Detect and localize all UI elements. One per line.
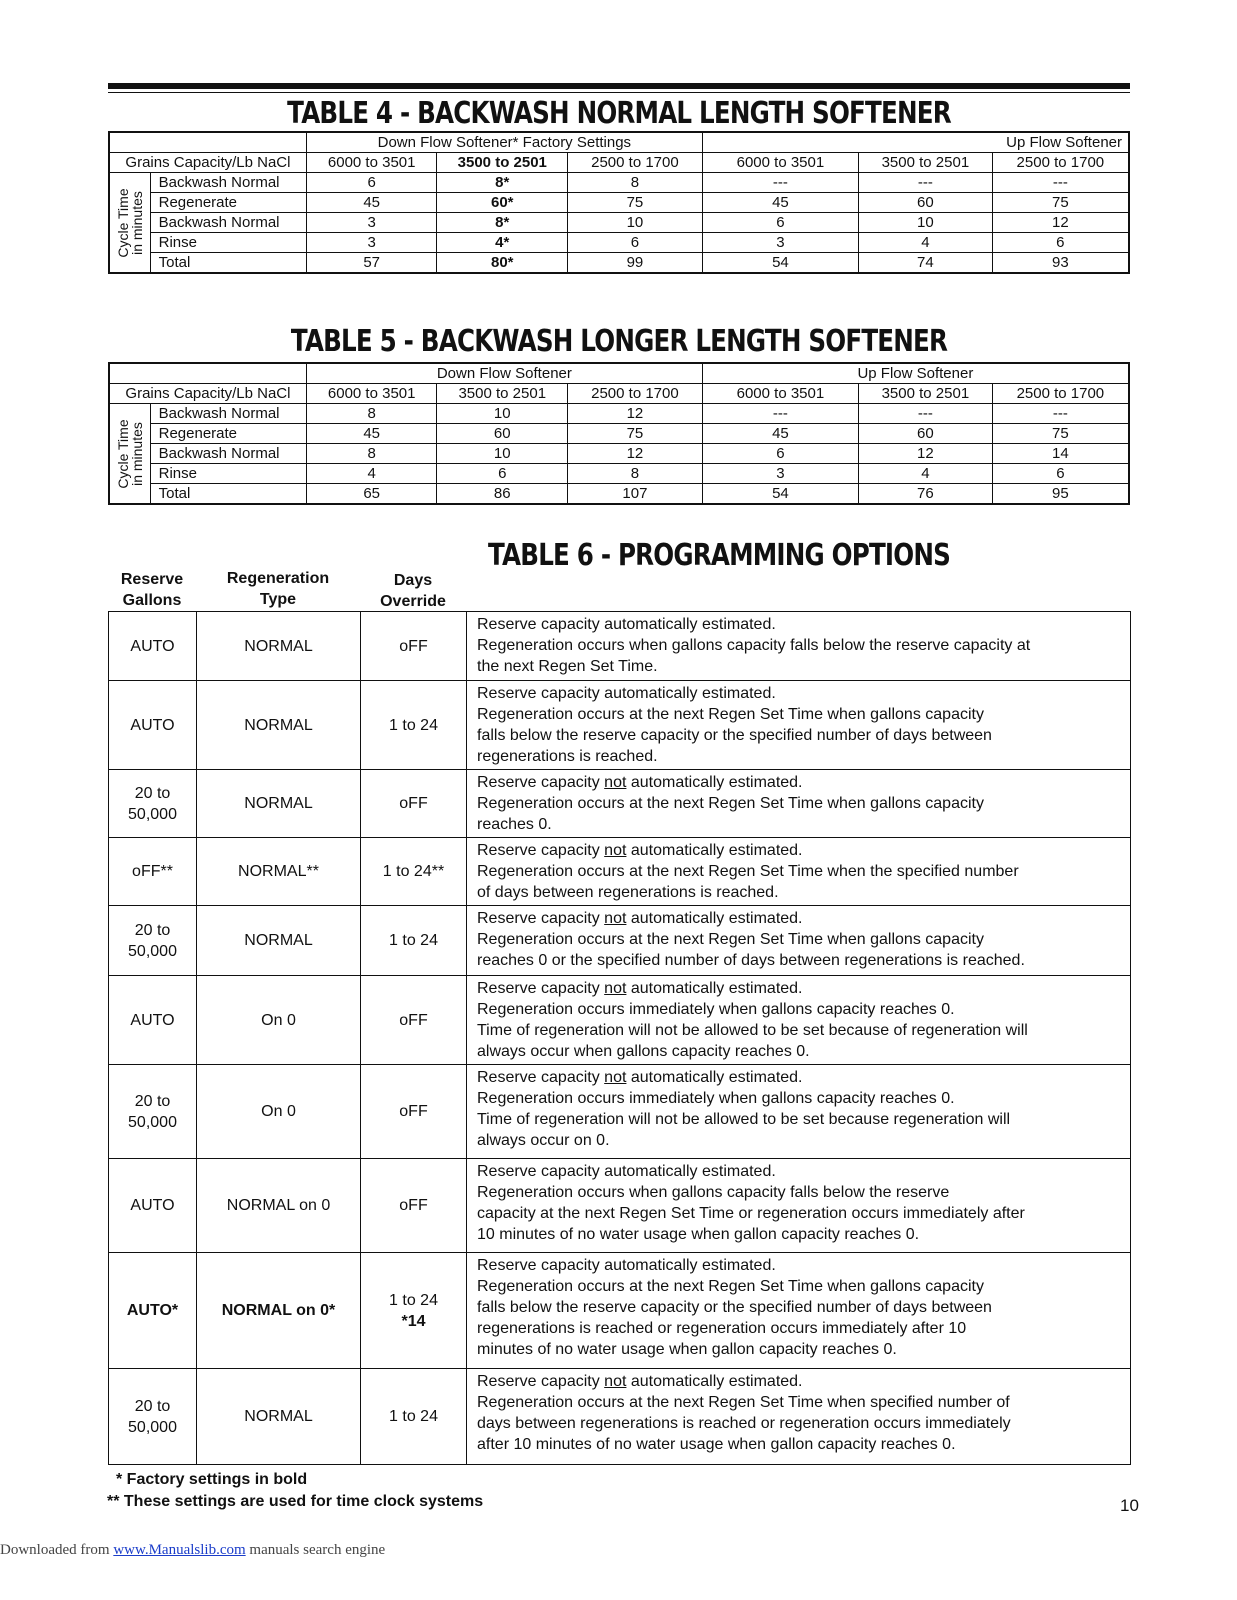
description-line: Regeneration occurs immediately when gallons capacity reaches 0. xyxy=(477,1001,955,1018)
days-factory-value: *14 xyxy=(401,1312,426,1330)
description-text: Reserve capacity xyxy=(477,910,605,927)
description-line: Reserve capacity automatically estimated. xyxy=(477,1257,776,1274)
col-header-reserve-line1: Reserve xyxy=(120,571,184,588)
table-cell: --- xyxy=(859,404,993,424)
table4-range: 3500 to 2501 xyxy=(859,153,993,173)
footnote-timeclock: ** These settings are used for time clock systems xyxy=(107,1493,484,1510)
reserve-cell: AUTO* xyxy=(109,1253,197,1369)
table5-range: 6000 to 3501 xyxy=(702,384,858,404)
table-cell: 45 xyxy=(702,193,858,213)
side-label-line1: Cycle Time xyxy=(114,187,131,258)
description-line: falls below the reserve capacity or the specified number of days between xyxy=(477,1299,992,1316)
footnote-factory: * Factory settings in bold xyxy=(116,1471,308,1488)
description-line: reaches 0. xyxy=(477,816,552,833)
table4 xyxy=(108,131,1130,274)
table-cell: 8* xyxy=(437,213,568,233)
days-value: 1 to 24 xyxy=(389,1291,438,1309)
table4-group-down: Down Flow Softener* Factory Settings xyxy=(306,132,702,153)
regen-cell: NORMAL on 0* xyxy=(197,1253,361,1369)
description-line xyxy=(477,978,1122,999)
description-line: days between regenerations is reached or regeneration occurs immediately xyxy=(477,1415,1011,1432)
description-cell xyxy=(467,681,1131,770)
description-line: always occur on 0. xyxy=(477,1132,610,1149)
page-number: 10 xyxy=(1120,1496,1139,1515)
col-header-regen-line2: Type xyxy=(259,591,297,608)
table4-range: 2500 to 1700 xyxy=(992,153,1129,173)
description-line: Regeneration occurs at the next Regen Set Time when the specified number xyxy=(477,863,1019,880)
table-cell: 8* xyxy=(437,173,568,193)
description-text: Reserve capacity xyxy=(477,980,605,997)
description-line: Reserve capacity automatically estimated. xyxy=(477,1163,776,1180)
top-rule-thin xyxy=(108,92,1130,93)
table-cell: 60 xyxy=(859,193,993,213)
table4-range: 2500 to 1700 xyxy=(568,153,703,173)
description-line xyxy=(477,772,1122,793)
table-cell: 45 xyxy=(306,424,437,444)
not-emphasis: not xyxy=(604,980,627,997)
table-cell: 10 xyxy=(859,213,993,233)
description-cell xyxy=(467,1065,1131,1159)
description-line: Regeneration occurs at the next Regen Set Time when gallons capacity xyxy=(477,1278,984,1295)
table5-title: TABLE 5 - BACKWASH LONGER LENGTH SOFTENER xyxy=(290,324,948,359)
table-cell: 10 xyxy=(437,404,568,424)
reserve-cell: oFF** xyxy=(109,838,197,906)
table-cell: 6 xyxy=(992,233,1129,253)
not-emphasis: not xyxy=(604,1373,627,1390)
description-cell xyxy=(467,770,1131,838)
col-header-days xyxy=(360,570,466,612)
description-line xyxy=(477,908,1122,929)
download-suffix: manuals search engine xyxy=(245,1542,386,1558)
table-row-label: Backwash Normal xyxy=(150,404,306,424)
regen-cell: NORMAL xyxy=(197,1369,361,1465)
table-cell: 60 xyxy=(859,424,993,444)
col-header-reserve xyxy=(108,569,196,611)
col-header-days-line2: Override xyxy=(380,593,446,610)
description-line: regenerations is reached or regeneration occurs immediately after 10 xyxy=(477,1320,967,1337)
description-line xyxy=(477,840,1122,861)
description-cell xyxy=(467,976,1131,1065)
reserve-cell: AUTO xyxy=(109,1159,197,1253)
table4-group-up: Up Flow Softener xyxy=(702,132,1129,153)
table6-title: TABLE 6 - PROGRAMMING OPTIONS xyxy=(488,538,950,573)
days-cell xyxy=(361,1253,467,1369)
description-line: falls below the reserve capacity or the specified number of days between xyxy=(477,727,992,744)
description-line: Regeneration occurs at the next Regen Set Time when gallons capacity xyxy=(477,795,984,812)
regen-cell: NORMAL xyxy=(197,681,361,770)
table-cell: 45 xyxy=(702,424,858,444)
description-text: automatically estimated. xyxy=(626,1373,803,1390)
description-line: of days between regenerations is reached. xyxy=(477,884,779,901)
table-row-label: Total xyxy=(150,253,306,274)
description-cell xyxy=(467,1369,1131,1465)
table-cell: 4 xyxy=(859,464,993,484)
table4-range: 3500 to 2501 xyxy=(437,153,568,173)
table-cell: --- xyxy=(859,173,993,193)
table4-grains-label: Grains Capacity/Lb NaCl xyxy=(109,153,306,173)
description-line: Reserve capacity automatically estimated. xyxy=(477,616,776,633)
reserve-cell: AUTO xyxy=(109,681,197,770)
table-cell: 8 xyxy=(306,404,437,424)
description-text: Reserve capacity xyxy=(477,842,605,859)
table-cell: 65 xyxy=(306,484,437,505)
days-cell: 1 to 24 xyxy=(361,906,467,976)
table-cell: 14 xyxy=(992,444,1129,464)
side-label-line1: Cycle Time xyxy=(114,418,131,489)
table-cell: 10 xyxy=(568,213,703,233)
table-cell: 6 xyxy=(992,464,1129,484)
table-cell: 12 xyxy=(859,444,993,464)
table-cell: 107 xyxy=(568,484,703,505)
col-header-reserve-line2: Gallons xyxy=(122,592,182,609)
table-cell: 3 xyxy=(306,233,437,253)
description-line: the next Regen Set Time. xyxy=(477,658,658,675)
col-header-regen-line1: Regeneration xyxy=(226,570,330,587)
table-row-label: Rinse xyxy=(150,233,306,253)
table-row-label: Backwash Normal xyxy=(150,173,306,193)
days-cell: 1 to 24** xyxy=(361,838,467,906)
table-cell: 74 xyxy=(859,253,993,274)
description-line xyxy=(477,1067,1122,1088)
table-cell: --- xyxy=(702,173,858,193)
not-emphasis: not xyxy=(604,910,627,927)
description-line: Regeneration occurs when gallons capacity falls below the reserve capacity at xyxy=(477,637,1031,654)
top-rule xyxy=(108,83,1130,89)
download-footer xyxy=(0,1542,385,1559)
table4-side-label xyxy=(109,173,150,274)
table-cell: 93 xyxy=(992,253,1129,274)
table-cell: --- xyxy=(992,173,1129,193)
description-line: reaches 0 or the specified number of days between regenerations is reached. xyxy=(477,952,1025,969)
description-line: Regeneration occurs at the next Regen Set Time when gallons capacity xyxy=(477,931,984,948)
description-text: Reserve capacity xyxy=(477,1373,605,1390)
table-cell: 12 xyxy=(992,213,1129,233)
days-cell: oFF xyxy=(361,1065,467,1159)
table-cell: 60 xyxy=(437,424,568,444)
reserve-cell: 20 to 50,000 xyxy=(109,906,197,976)
days-cell: oFF xyxy=(361,612,467,681)
table5-blank-corner xyxy=(109,363,306,384)
description-text: automatically estimated. xyxy=(626,1069,803,1086)
table-cell: 3 xyxy=(702,233,858,253)
regen-cell: NORMAL xyxy=(197,770,361,838)
table5-group-down: Down Flow Softener xyxy=(306,363,702,384)
table-cell: --- xyxy=(992,404,1129,424)
table-row-label: Rinse xyxy=(150,464,306,484)
days-cell: oFF xyxy=(361,976,467,1065)
table-cell: 8 xyxy=(306,444,437,464)
table-cell: 6 xyxy=(437,464,568,484)
table5 xyxy=(108,362,1130,505)
table-cell: 99 xyxy=(568,253,703,274)
description-cell xyxy=(467,612,1131,681)
table-cell: 12 xyxy=(568,404,703,424)
table-cell: 45 xyxy=(306,193,437,213)
table5-side-label xyxy=(109,404,150,505)
description-line xyxy=(477,1371,1122,1392)
description-text: automatically estimated. xyxy=(626,980,803,997)
manualslib-link[interactable]: www.Manualslib.com xyxy=(113,1542,246,1558)
description-line: Regeneration occurs at the next Regen Set Time when gallons capacity xyxy=(477,706,984,723)
description-cell xyxy=(467,1253,1131,1369)
table-cell: --- xyxy=(702,404,858,424)
description-cell xyxy=(467,1159,1131,1253)
regen-cell: On 0 xyxy=(197,1065,361,1159)
regen-cell: NORMAL** xyxy=(197,838,361,906)
table6 xyxy=(108,611,1131,1465)
table5-group-up: Up Flow Softener xyxy=(702,363,1129,384)
description-line: Time of regeneration will not be allowed to be set because regeneration will xyxy=(477,1111,1011,1128)
description-line: Regeneration occurs immediately when gallons capacity reaches 0. xyxy=(477,1090,955,1107)
download-prefix: Downloaded from xyxy=(0,1542,114,1558)
table5-range: 6000 to 3501 xyxy=(306,384,437,404)
table-cell: 10 xyxy=(437,444,568,464)
table-cell: 4 xyxy=(859,233,993,253)
days-cell: oFF xyxy=(361,770,467,838)
reserve-cell: AUTO xyxy=(109,612,197,681)
description-text: automatically estimated. xyxy=(626,774,803,791)
table-cell: 12 xyxy=(568,444,703,464)
table-row-label: Backwash Normal xyxy=(150,213,306,233)
description-line: regenerations is reached. xyxy=(477,748,658,765)
table-cell: 8 xyxy=(568,173,703,193)
description-cell xyxy=(467,838,1131,906)
days-cell: 1 to 24 xyxy=(361,681,467,770)
days-cell: 1 to 24 xyxy=(361,1369,467,1465)
table-cell: 54 xyxy=(702,253,858,274)
table-row-label: Regenerate xyxy=(150,193,306,213)
description-text: automatically estimated. xyxy=(626,910,803,927)
table4-blank-corner xyxy=(109,132,306,153)
table-cell: 8 xyxy=(568,464,703,484)
regen-cell: NORMAL xyxy=(197,612,361,681)
description-text: Reserve capacity xyxy=(477,774,605,791)
reserve-cell: AUTO xyxy=(109,976,197,1065)
description-line: after 10 minutes of no water usage when gallon capacity reaches 0. xyxy=(477,1436,956,1453)
side-label-line2: in minutes xyxy=(128,190,145,255)
table-cell: 76 xyxy=(859,484,993,505)
description-line: capacity at the next Regen Set Time or regeneration occurs immediately after xyxy=(477,1205,1025,1222)
days-cell: oFF xyxy=(361,1159,467,1253)
regen-cell: NORMAL on 0 xyxy=(197,1159,361,1253)
table-cell: 6 xyxy=(702,444,858,464)
table-row-label: Regenerate xyxy=(150,424,306,444)
table-row-label: Backwash Normal xyxy=(150,444,306,464)
table-cell: 60* xyxy=(437,193,568,213)
table-cell: 6 xyxy=(568,233,703,253)
regen-cell: On 0 xyxy=(197,976,361,1065)
not-emphasis: not xyxy=(604,774,627,791)
description-line: 10 minutes of no water usage when gallon capacity reaches 0. xyxy=(477,1226,920,1243)
table-cell: 57 xyxy=(306,253,437,274)
description-line: minutes of no water usage when gallon capacity reaches 0. xyxy=(477,1341,897,1358)
description-text: automatically estimated. xyxy=(626,842,803,859)
table-cell: 95 xyxy=(992,484,1129,505)
description-line: Time of regeneration will not be allowed to be set because of regeneration will xyxy=(477,1022,1028,1039)
col-header-regen xyxy=(196,568,360,610)
reserve-cell: 20 to 50,000 xyxy=(109,1369,197,1465)
table-row-label: Total xyxy=(150,484,306,505)
table-cell: 6 xyxy=(702,213,858,233)
table5-range: 3500 to 2501 xyxy=(859,384,993,404)
not-emphasis: not xyxy=(604,1069,627,1086)
description-line: always occur when gallons capacity reaches 0. xyxy=(477,1043,810,1060)
table-cell: 4* xyxy=(437,233,568,253)
col-header-days-line1: Days xyxy=(393,572,433,589)
table5-range: 3500 to 2501 xyxy=(437,384,568,404)
table4-range: 6000 to 3501 xyxy=(306,153,437,173)
description-line: Reserve capacity automatically estimated. xyxy=(477,685,776,702)
table-cell: 54 xyxy=(702,484,858,505)
description-line: Regeneration occurs at the next Regen Set Time when specified number of xyxy=(477,1394,1010,1411)
table-cell: 75 xyxy=(992,424,1129,444)
table5-range: 2500 to 1700 xyxy=(568,384,703,404)
table4-title: TABLE 4 - BACKWASH NORMAL LENGTH SOFTENER xyxy=(287,96,951,131)
reserve-cell: 20 to 50,000 xyxy=(109,770,197,838)
table-cell: 75 xyxy=(568,193,703,213)
table-cell: 75 xyxy=(568,424,703,444)
reserve-cell: 20 to 50,000 xyxy=(109,1065,197,1159)
table5-range: 2500 to 1700 xyxy=(992,384,1129,404)
table-cell: 4 xyxy=(306,464,437,484)
not-emphasis: not xyxy=(604,842,627,859)
description-line: Regeneration occurs when gallons capacity falls below the reserve xyxy=(477,1184,950,1201)
description-cell xyxy=(467,906,1131,976)
table-cell: 86 xyxy=(437,484,568,505)
table-cell: 75 xyxy=(992,193,1129,213)
regen-cell: NORMAL xyxy=(197,906,361,976)
table-cell: 80* xyxy=(437,253,568,274)
table-cell: 6 xyxy=(306,173,437,193)
description-text: Reserve capacity xyxy=(477,1069,605,1086)
table5-grains-label: Grains Capacity/Lb NaCl xyxy=(109,384,306,404)
table-cell: 3 xyxy=(306,213,437,233)
table-cell: 3 xyxy=(702,464,858,484)
table4-range: 6000 to 3501 xyxy=(702,153,858,173)
side-label-line2: in minutes xyxy=(128,421,145,486)
